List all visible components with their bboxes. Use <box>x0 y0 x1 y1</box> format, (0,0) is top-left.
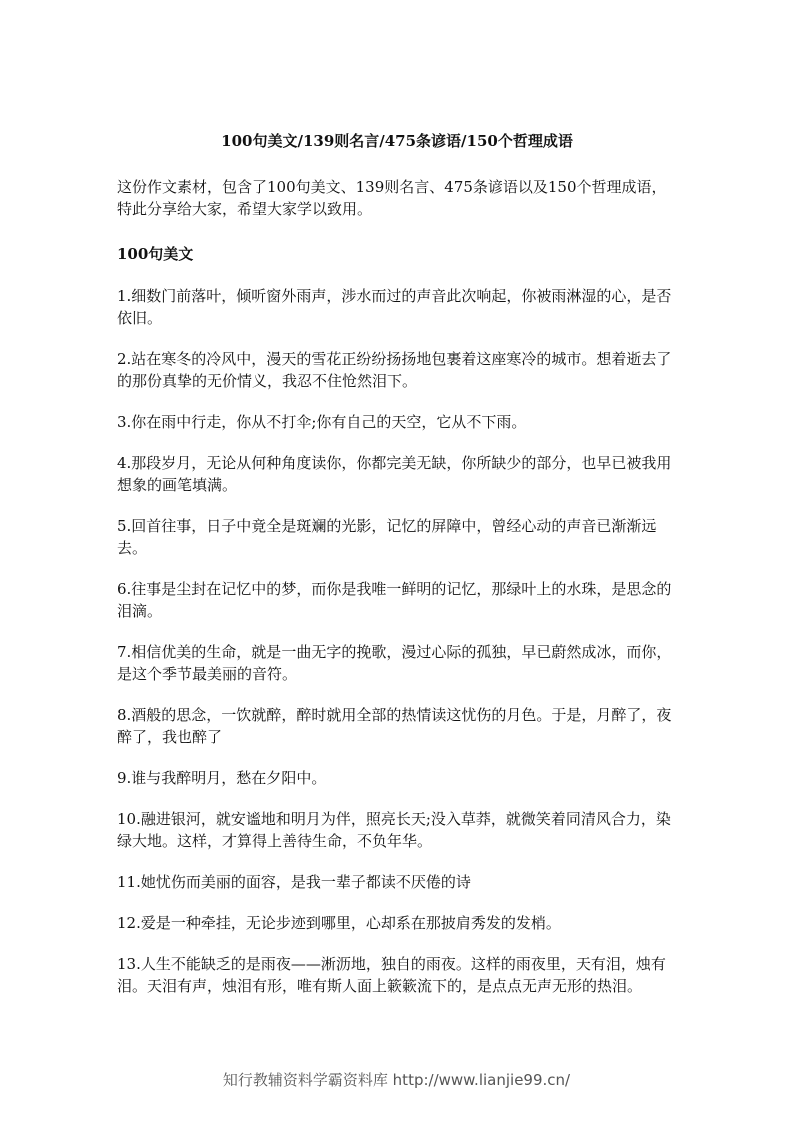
list-item: 5.回首往事，日子中竟全是斑斓的光影，记忆的屏障中，曾经心动的声音已渐渐远去。 <box>117 517 657 557</box>
list-item: 7.相信优美的生命，就是一曲无字的挽歌，漫过心际的孤独，早已蔚然成冰，而你，是这个季节最美丽的音符。 <box>117 643 672 683</box>
list-item: 11.她忧伤而美丽的面容，是我一辈子都读不厌倦的诗 <box>117 873 471 891</box>
intro-paragraph: 这份作文素材，包含了100句美文、139则名言、475条谚语以及150个哲理成语，特此分享给大家，希望大家学以致用。 <box>117 178 667 218</box>
list-item: 10.融进银河，就安谧地和明月为伴，照亮长天;没入草莽，就微笑着同清风合力，染绿大地。这样，才算得上善待生命，不负年华。 <box>117 810 671 850</box>
document-page <box>117 130 677 1016</box>
list-item: 4.那段岁月，无论从何种角度读你，你都完美无缺，你所缺少的部分，也早已被我用想象的画笔填满。 <box>117 454 672 494</box>
list-item: 2.站在寒冬的冷风中，漫天的雪花正纷纷扬扬地包裹着这座寒冷的城市。想着逝去了的那份真挚的无价情义，我忍不住怆然泪下。 <box>117 350 672 390</box>
footer-watermark: 知行教辅资料学霸资料库 http://www.lianjie99.cn/ <box>222 1071 571 1089</box>
list-item: 13.人生不能缺乏的是雨夜——淅沥地，独自的雨夜。这样的雨夜里，天有泪，烛有泪。天泪有声，烛泪有形，唯有斯人面上簌簌流下的，是点点无声无形的热泪。 <box>117 955 666 995</box>
list-item: 8.酒般的思念，一饮就醉，醉时就用全部的热情读这忧伤的月色。于是，月醉了，夜醉了，我也醉了 <box>117 706 672 746</box>
list-item: 12.爱是一种牵挂，无论步迹到哪里，心却系在那披肩秀发的发梢。 <box>117 914 561 932</box>
list-item: 6.往事是尘封在记忆中的梦，而你是我唯一鲜明的记忆，那绿叶上的水珠，是思念的泪滴。 <box>117 580 672 620</box>
section-heading: 100句美文 <box>117 245 194 263</box>
list-item: 3.你在雨中行走，你从不打伞;你有自己的天空，它从不下雨。 <box>117 413 527 431</box>
list-item: 9.谁与我醉明月，愁在夕阳中。 <box>117 769 327 787</box>
document-title: 100句美文/139则名言/475条谚语/150个哲理成语 <box>221 132 573 150</box>
list-item: 1.细数门前落叶，倾听窗外雨声，涉水而过的声音此次响起，你被雨淋湿的心，是否依旧。 <box>117 287 672 327</box>
